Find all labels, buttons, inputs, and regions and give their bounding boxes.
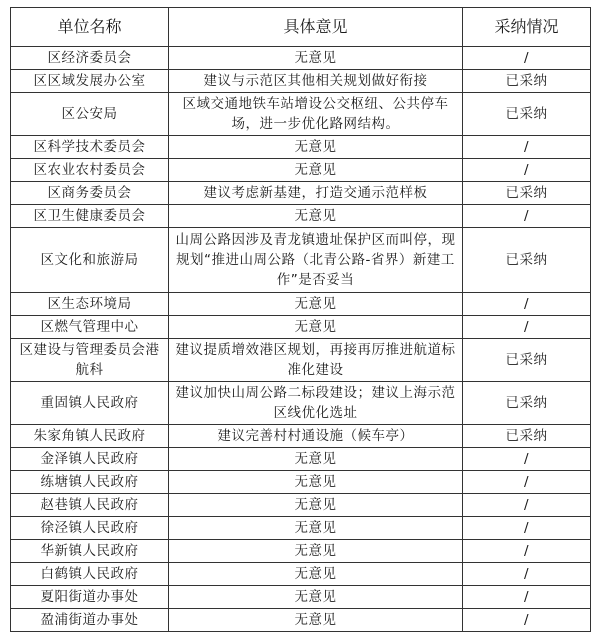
- org-cell: 徐泾镇人民政府: [11, 517, 169, 540]
- table-row: [11, 563, 591, 586]
- opinion-cell: 无意见: [169, 609, 463, 632]
- table-row: [11, 70, 591, 93]
- org-cell: 金泽镇人民政府: [11, 448, 169, 471]
- org-cell: 华新镇人民政府: [11, 540, 169, 563]
- org-cell: 区公安局: [11, 93, 169, 136]
- opinion-cell: 无意见: [169, 136, 463, 159]
- org-cell: 区卫生健康委员会: [11, 205, 169, 228]
- status-cell: /: [463, 159, 591, 182]
- org-cell: 区商务委员会: [11, 182, 169, 205]
- table-row: [11, 517, 591, 540]
- table-row: [11, 293, 591, 316]
- status-cell: /: [463, 316, 591, 339]
- opinion-cell: 建议考虑新基建，打造交通示范样板: [169, 182, 463, 205]
- opinions-table: [10, 7, 591, 632]
- table-row: [11, 159, 591, 182]
- header-org: 单位名称: [11, 8, 169, 47]
- org-cell: 重固镇人民政府: [11, 382, 169, 425]
- table-row: [11, 382, 591, 425]
- opinion-cell: 无意见: [169, 159, 463, 182]
- table-row: [11, 540, 591, 563]
- status-cell: /: [463, 563, 591, 586]
- opinion-cell: 无意见: [169, 517, 463, 540]
- status-cell: /: [463, 609, 591, 632]
- opinion-cell: 无意见: [169, 47, 463, 70]
- status-cell: 已采纳: [463, 93, 591, 136]
- table-row: [11, 47, 591, 70]
- status-cell: /: [463, 586, 591, 609]
- org-cell: 区生态环境局: [11, 293, 169, 316]
- header-opinion: 具体意见: [169, 8, 463, 47]
- table-row: [11, 339, 591, 382]
- table-row: [11, 228, 591, 293]
- status-cell: 已采纳: [463, 425, 591, 448]
- org-cell: 区文化和旅游局: [11, 228, 169, 293]
- status-cell: 已采纳: [463, 228, 591, 293]
- status-cell: /: [463, 540, 591, 563]
- table-row: [11, 136, 591, 159]
- status-cell: 已采纳: [463, 382, 591, 425]
- table-row: [11, 448, 591, 471]
- org-cell: 白鹤镇人民政府: [11, 563, 169, 586]
- opinion-cell: 无意见: [169, 205, 463, 228]
- opinion-cell: 无意见: [169, 293, 463, 316]
- status-cell: /: [463, 494, 591, 517]
- status-cell: 已采纳: [463, 339, 591, 382]
- status-cell: /: [463, 136, 591, 159]
- status-cell: /: [463, 293, 591, 316]
- status-cell: 已采纳: [463, 70, 591, 93]
- status-cell: /: [463, 471, 591, 494]
- org-cell: 区区域发展办公室: [11, 70, 169, 93]
- opinion-cell: 建议加快山周公路二标段建设；建议上海示范区线优化选址: [169, 382, 463, 425]
- table-body: [11, 47, 591, 632]
- org-cell: 夏阳街道办事处: [11, 586, 169, 609]
- table-row: [11, 609, 591, 632]
- opinion-cell: 无意见: [169, 563, 463, 586]
- table-row: [11, 316, 591, 339]
- org-cell: 赵巷镇人民政府: [11, 494, 169, 517]
- status-cell: /: [463, 517, 591, 540]
- org-cell: 区燃气管理中心: [11, 316, 169, 339]
- status-cell: /: [463, 47, 591, 70]
- org-cell: 区经济委员会: [11, 47, 169, 70]
- opinion-cell: 山周公路因涉及青龙镇遗址保护区而叫停，现规划“推进山周公路（北青公路-省界）新建工作”是否妥当: [169, 228, 463, 293]
- table-row: [11, 586, 591, 609]
- opinion-cell: 区域交通地铁车站增设公交枢纽、公共停车场，进一步优化路网结构。: [169, 93, 463, 136]
- header-status: 采纳情况: [463, 8, 591, 47]
- org-cell: 盈浦街道办事处: [11, 609, 169, 632]
- opinion-cell: 无意见: [169, 471, 463, 494]
- opinion-cell: 无意见: [169, 448, 463, 471]
- table-row: [11, 182, 591, 205]
- header-row: [11, 8, 591, 47]
- table-row: [11, 425, 591, 448]
- opinion-cell: 建议提质增效港区规划，再接再厉推进航道标准化建设: [169, 339, 463, 382]
- table-row: [11, 93, 591, 136]
- opinion-cell: 建议与示范区其他相关规划做好衔接: [169, 70, 463, 93]
- org-cell: 区科学技术委员会: [11, 136, 169, 159]
- table-row: [11, 494, 591, 517]
- org-cell: 区农业农村委员会: [11, 159, 169, 182]
- opinion-cell: 无意见: [169, 316, 463, 339]
- org-cell: 朱家角镇人民政府: [11, 425, 169, 448]
- org-cell: 区建设与管理委员会港航科: [11, 339, 169, 382]
- status-cell: /: [463, 205, 591, 228]
- table-row: [11, 471, 591, 494]
- status-cell: /: [463, 448, 591, 471]
- status-cell: 已采纳: [463, 182, 591, 205]
- table-row: [11, 205, 591, 228]
- opinion-cell: 无意见: [169, 586, 463, 609]
- opinion-cell: 无意见: [169, 494, 463, 517]
- opinion-cell: 无意见: [169, 540, 463, 563]
- org-cell: 练塘镇人民政府: [11, 471, 169, 494]
- opinion-cell: 建议完善村村通设施（候车亭）: [169, 425, 463, 448]
